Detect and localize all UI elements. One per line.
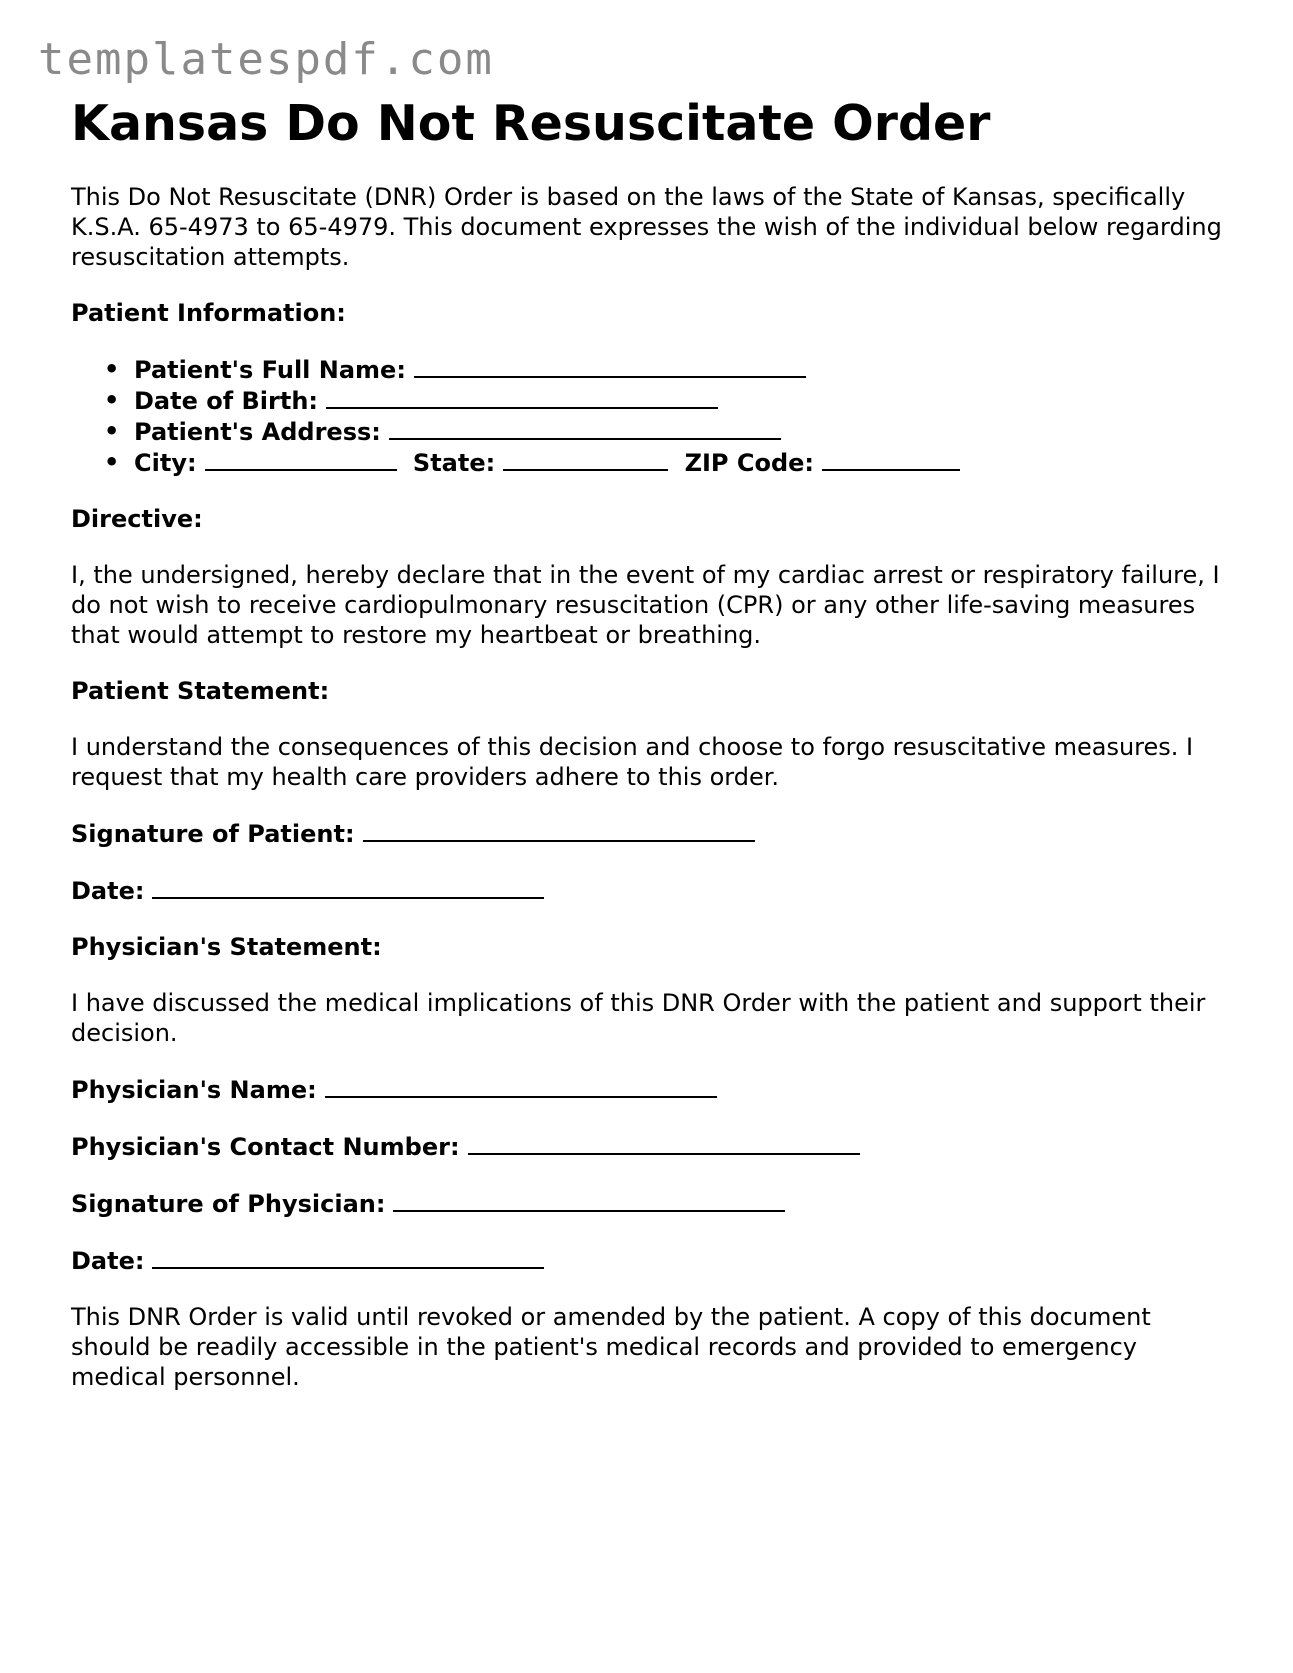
list-item	[104, 416, 1231, 447]
document-page	[71, 92, 1231, 1392]
list-item	[104, 447, 1231, 478]
directive-heading: Directive:	[71, 505, 203, 533]
dob-label: Date of Birth:	[134, 387, 319, 415]
bullet-icon: •	[104, 448, 120, 476]
physician-date-label: Date:	[71, 1247, 145, 1275]
physician-name-field[interactable]	[325, 1074, 717, 1098]
physician-contact-field[interactable]	[468, 1131, 860, 1155]
physician-name-line	[71, 1074, 1231, 1105]
directive-paragraph: I, the undersigned, hereby declare that in the event of my cardiac arrest or respiratory failure, I do not wish to receive cardiopulmonary resuscitation (CPR) or any other life-saving measures that would attempt to restore my heartbeat or breathing.	[71, 561, 1220, 649]
physician-name-label: Physician's Name:	[71, 1076, 317, 1104]
physician-signature-line	[71, 1188, 1231, 1219]
closing-paragraph: This DNR Order is valid until revoked or amended by the patient. A copy of this document should be readily accessible in the patient's medical records and provided to emergency medical personnel.	[71, 1303, 1151, 1391]
document-title: Kansas Do Not Resuscitate Order	[71, 95, 991, 152]
patient-statement-paragraph: I understand the consequences of this decision and choose to forgo resuscitative measures. I request that my health care providers adhere to this order.	[71, 733, 1194, 791]
city-field[interactable]	[205, 447, 397, 471]
patient-signature-label: Signature of Patient:	[71, 820, 355, 848]
zip-label: ZIP Code:	[684, 449, 815, 477]
physician-statement-paragraph: I have discussed the medical implications of this DNR Order with the patient and support their decision.	[71, 989, 1206, 1047]
city-label: City:	[134, 449, 197, 477]
bullet-icon: •	[104, 355, 120, 383]
patient-date-label: Date:	[71, 877, 145, 905]
bullet-icon: •	[104, 417, 120, 445]
physician-signature-label: Signature of Physician:	[71, 1190, 386, 1218]
address-field[interactable]	[389, 416, 781, 440]
patient-date-line	[71, 875, 1231, 906]
physician-signature-field[interactable]	[393, 1188, 785, 1212]
physician-statement-heading: Physician's Statement:	[71, 933, 382, 961]
patient-signature-field[interactable]	[363, 818, 755, 842]
full-name-field[interactable]	[414, 354, 806, 378]
state-label: State:	[412, 449, 496, 477]
full-name-label: Patient's Full Name:	[134, 356, 406, 384]
patient-information-list	[71, 354, 1231, 478]
physician-date-field[interactable]	[152, 1245, 544, 1269]
patient-date-field[interactable]	[152, 875, 544, 899]
zip-field[interactable]	[822, 447, 960, 471]
watermark: templatespdf.com	[38, 34, 494, 85]
patient-statement-heading: Patient Statement:	[71, 677, 330, 705]
list-item	[104, 385, 1231, 416]
state-field[interactable]	[503, 447, 668, 471]
intro-paragraph: This Do Not Resuscitate (DNR) Order is based on the laws of the State of Kansas, specifically K.S.A. 65-4973 to 65-4979. This document expresses the wish of the individual below regarding resuscitation attempts.	[71, 183, 1222, 271]
bullet-icon: •	[104, 386, 120, 414]
list-item	[104, 354, 1231, 385]
patient-signature-line	[71, 818, 1231, 849]
physician-contact-line	[71, 1131, 1231, 1162]
physician-contact-label: Physician's Contact Number:	[71, 1133, 460, 1161]
address-label: Patient's Address:	[134, 418, 381, 446]
patient-information-heading: Patient Information:	[71, 299, 346, 327]
dob-field[interactable]	[326, 385, 718, 409]
physician-date-line	[71, 1245, 1231, 1276]
